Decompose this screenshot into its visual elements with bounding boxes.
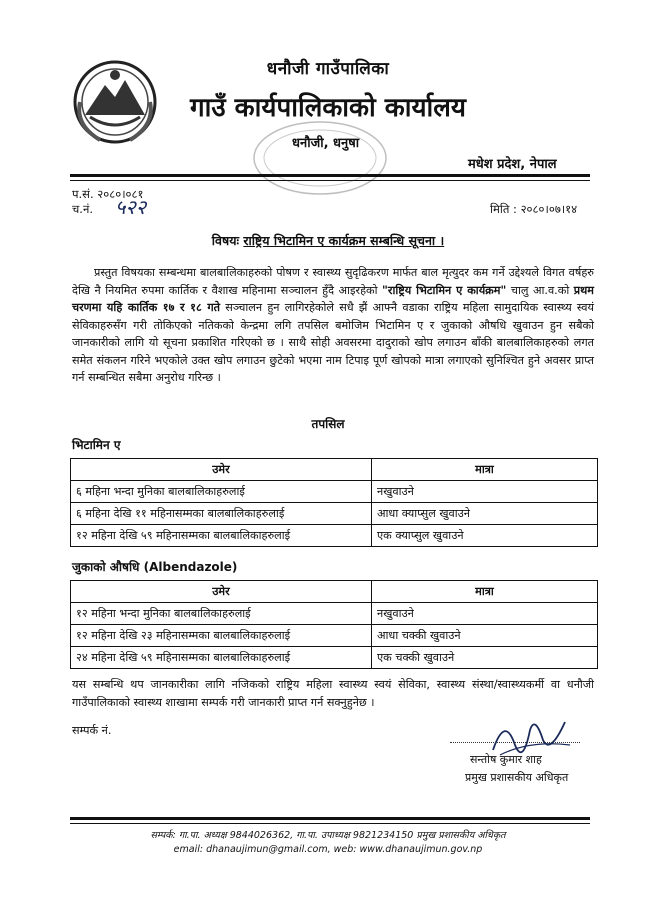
signature-line — [450, 742, 580, 743]
subject-text: राष्ट्रिय भिटामिन ए कार्यक्रम सम्बन्धि सूचना । — [243, 233, 445, 248]
dose-cell: आधा क्याप्सुल खुवाउने — [372, 503, 598, 525]
dose-cell: आधा चक्की खुवाउने — [372, 625, 598, 647]
table-row — [71, 525, 598, 547]
office-address: धनौजी, धनुषा — [292, 136, 360, 151]
body-text-3: सञ्चालन हुन लागिरहेकोले सधै झैं आफ्नै वडाका राष्ट्रिय महिला सामुदायिक स्वास्थ्य स्वयं सेविकाहरुसँग गरी तोकिएको नतिकको केन्द्रमा लगि तपसिल बमोजिम भिटामिन ए र जुकाको औषधि खुवाउन हुन सबैको जानकारीको लागि यो सूचना प्रकाशित गरिएको छ । साथै सोही अवसरमा दादुराको खोप लगाउन बाँकी बालबालिकाहरुको लगत समेत संकलन गरिने भएकोले उक्त खोप लगाउन छुटेको भएमा नाम टिपाइ पूर्ण खोपको मात्रा लगाएको सुनिश्चित हुने अवसर प्राप्त गर्न सम्बन्धित सबैमा अनुरोध गरिन्छ । — [72, 301, 594, 384]
contact-label: सम्पर्क नं. — [72, 724, 112, 737]
tapsil-heading: तपसिल — [311, 417, 345, 431]
table-header-row — [71, 581, 598, 603]
cha-num-label: च.नं. — [72, 202, 93, 216]
table-row — [71, 625, 598, 647]
date: मिति : २०८०।०७।१४ — [490, 202, 578, 216]
body-text-2: चालु आ.व.को — [506, 283, 574, 297]
col-dose: मात्रा — [372, 581, 598, 603]
table-header-row — [71, 459, 598, 481]
dose-cell: नखुवाउने — [372, 481, 598, 503]
vitamin-a-table — [70, 458, 598, 547]
pa-san: प.सं. २०८०।०८१ — [72, 187, 144, 201]
signatory-title: प्रमुख प्रशासकीय अधिकृत — [465, 771, 569, 784]
age-cell: १२ महिना देखि ५९ महिनासम्मका बालबालिकाहरुलाई — [71, 525, 372, 547]
dose-cell: नखुवाउने — [372, 603, 598, 625]
office-stamp-icon — [250, 118, 390, 198]
footer-contacts: सम्पर्क: गा.पा. अध्यक्ष 9844026362, गा.पा. उपाध्यक्ष 9821234150 प्रमुख प्रशासकीय अधिकृत — [150, 830, 506, 841]
subject-label: विषयः — [211, 233, 239, 248]
office-title: गाउँ कार्यपालिकाको कार्यालय — [190, 93, 466, 123]
footer-rule-thin — [70, 823, 590, 824]
cha-num-value: ५२२ — [115, 195, 147, 219]
dose-cell: एक चक्की खुवाउने — [372, 647, 598, 669]
col-dose: मात्रा — [372, 459, 598, 481]
albendazole-table — [70, 580, 598, 669]
header-rule-thin — [70, 180, 590, 181]
table-row — [71, 603, 598, 625]
body-paragraph — [72, 264, 594, 387]
body-bold-2: प्रथम चरणमा यहि कार्तिक १७ र १८ गते — [72, 283, 594, 314]
col-age: उमेर — [71, 459, 372, 481]
subject-line — [0, 232, 656, 249]
table-row — [71, 481, 598, 503]
org-name: धनौजी गाउँपालिका — [266, 59, 390, 79]
body-text-1: प्रस्तुत विषयका सम्बन्धमा बालबालिकाहरुको पोषण र स्वास्थ्य सुदृढिकरण मार्फत बाल मृत्युदर कम गर्ने उद्देश्यले विगत वर्षहरु देखि नै नियमित रुपमा कार्तिक र वैशाख महिनामा सञ्चालन हुँदै आइरहेको — [72, 266, 594, 297]
dose-cell: एक क्याप्सुल खुवाउने — [372, 525, 598, 547]
province: मधेश प्रदेश, नेपाल — [468, 157, 557, 172]
age-cell: ६ महिना भन्दा मुनिका बालबालिकाहरुलाई — [71, 481, 372, 503]
body-bold-1: "राष्ट्रिय भिटामिन ए कार्यक्रम" — [382, 283, 507, 297]
age-cell: ६ महिना देखि ११ महिनासम्मका बालबालिकाहरुलाई — [71, 503, 372, 525]
albendazole-title: जुकाको औषधि (Albendazole) — [72, 560, 238, 574]
age-cell: १२ महिना देखि २३ महिनासम्मका बालबालिकाहरुलाई — [71, 625, 372, 647]
age-cell: १२ महिना भन्दा मुनिका बालबालिकाहरुलाई — [71, 603, 372, 625]
footer-email-web: email: dhanaujimun@gmail.com, web: www.dhanaujimun.gov.np — [173, 844, 483, 855]
col-age: उमेर — [71, 581, 372, 603]
table-row — [71, 503, 598, 525]
vitamin-a-title: भिटामिन ए — [72, 438, 121, 452]
closing-paragraph: यस सम्बन्धि थप जानकारीका लागि नजिकको राष्ट्रिय महिला स्वास्थ्य स्वयं सेविका, स्वास्थ्य संस्था/स्वास्थ्यकर्मी वा धनौजी गाउँपालिकाको स्वास्थ्य शाखामा सम्पर्क गरी जानकारी प्राप्त गर्न सक्नुहुनेछ । — [72, 678, 594, 709]
table-row — [71, 647, 598, 669]
signatory-name: सन्तोष कुमार शाह — [470, 753, 542, 766]
header-rule — [70, 174, 590, 177]
footer-rule — [70, 817, 590, 820]
age-cell: २४ महिना देखि ५९ महिनासम्मका बालबालिकाहरुलाई — [71, 647, 372, 669]
